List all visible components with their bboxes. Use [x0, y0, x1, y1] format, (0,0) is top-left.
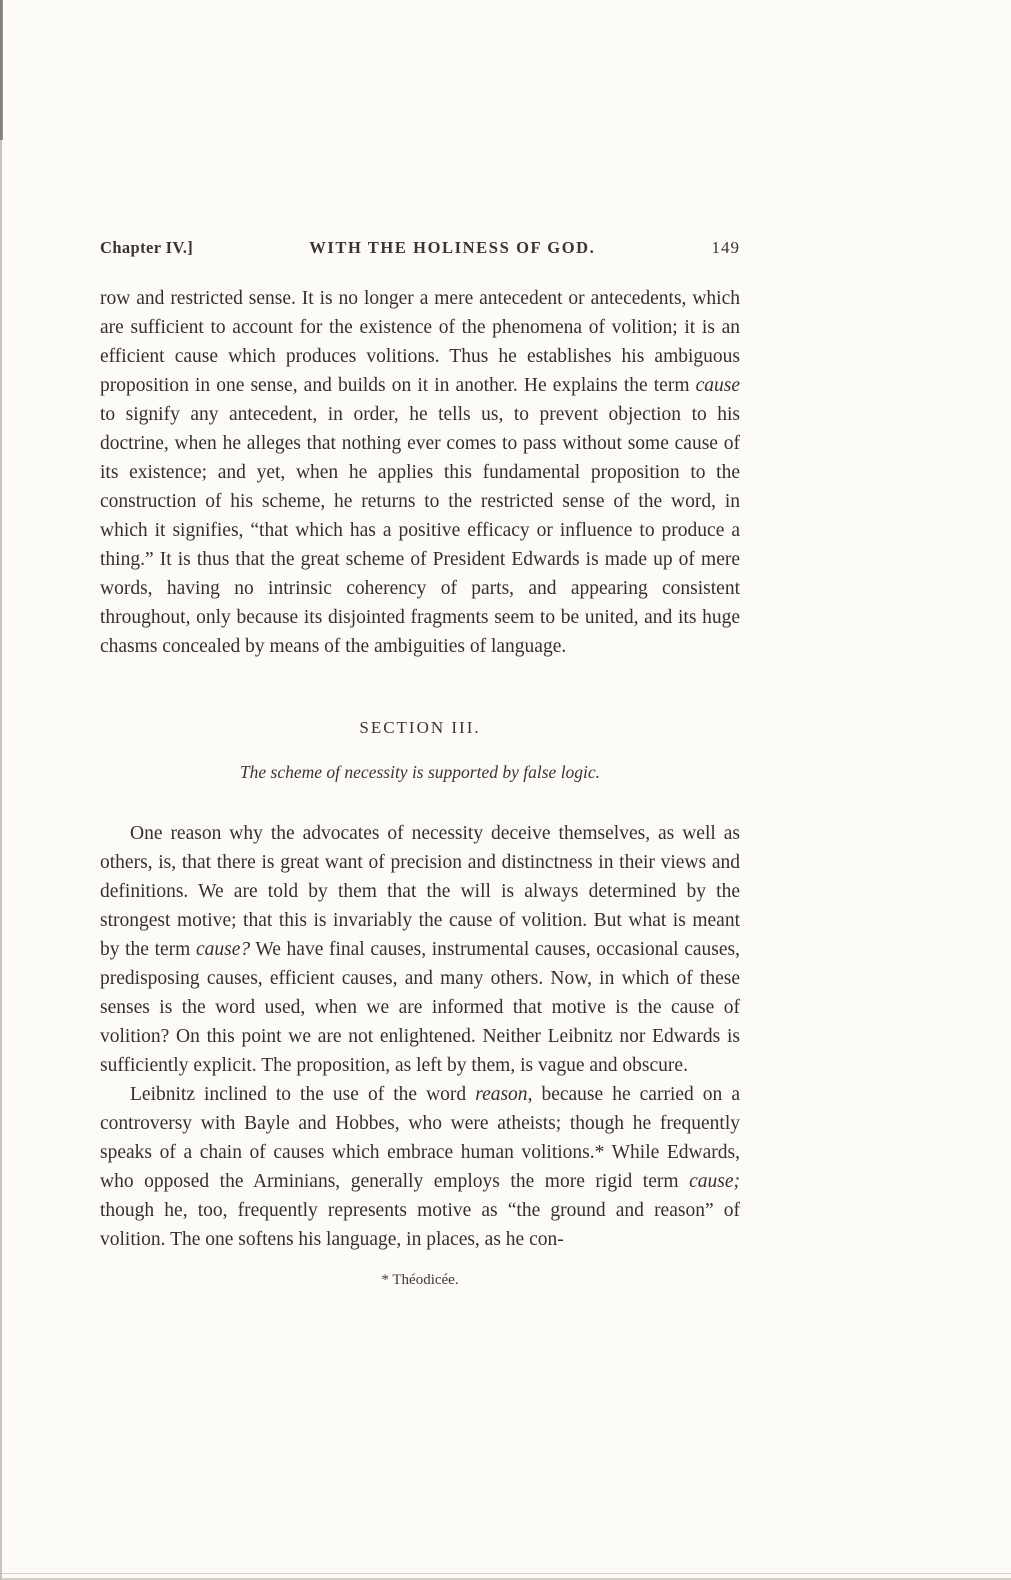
- paragraph: [100, 1080, 740, 1254]
- body-text: [100, 284, 740, 1295]
- page-number: 149: [711, 238, 740, 257]
- section-heading: SECTION III.: [359, 718, 481, 737]
- running-header: [100, 238, 740, 258]
- text-block: [100, 238, 740, 1295]
- italic-text-run: reason: [475, 1084, 528, 1105]
- italic-text-run: cause;: [689, 1171, 740, 1192]
- text-run: to signify any antecedent, in order, he tells us, to prevent objection to his doctrine, when he alleges that nothing ever comes to pass without some cause of its existence; and yet, when he applies this fundamental proposition to the construction of his scheme, he returns to the restricted sense of the word, in which it signifies, “that which has a positive efficacy or influence to produce a thing.” It is thus that the great scheme of President Edwards is made up of mere words, having no intrinsic coherency of parts, and appearing consistent throughout, only because its disjointed fragments seem to be united, and its huge chasms concealed by means of the ambiguities of language.: [100, 404, 740, 657]
- text-run: We have final causes, instrumental causes, occasional causes, predisposing causes, efficient causes, and many others. Now, in which of these senses is the word used, when we are informed that motive is the cause of volition? On this point we are not enlightened. Neither Leibnitz nor Edwards is sufficiently explicit. The proposition, as left by them, is vague and obscure.: [100, 939, 740, 1076]
- chapter-label: Chapter IV.]: [100, 238, 194, 257]
- italic-text-run: cause: [695, 375, 740, 396]
- text-run: row and restricted sense. It is no longer a mere antecedent or antecedents, which are sufficient to account for the existence of the phenomena of volition; it is an efficient cause which produces volitions. Thus he establishes his ambiguous proposition in one sense, and builds on it in another. He explains the term: [100, 288, 740, 396]
- page-title: WITH THE HOLINESS OF GOD.: [309, 238, 596, 257]
- footnote: * Théodicée.: [381, 1272, 459, 1288]
- section-subtitle: The scheme of necessity is supported by false logic.: [239, 762, 601, 782]
- paragraph: [100, 819, 740, 1080]
- text-run: though he, too, frequently represents motive as “the ground and reason” of volition. The one softens his language, in places, as he con-: [100, 1200, 740, 1250]
- italic-text-run: cause?: [195, 939, 251, 960]
- paragraph: [100, 284, 740, 661]
- text-run: One reason why the advocates of necessity deceive themselves, as well as others, is, that there is great want of precision and distinctness in their views and definitions. We are told by them that the will is always determined by the strongest motive; that this is invariably the cause of volition. But what is meant by the term: [100, 823, 740, 960]
- text-run: Leibnitz inclined to the use of the word: [130, 1084, 476, 1105]
- text-run: , because he carried on a controversy with Bayle and Hobbes, who were atheists; though he frequently speaks of a chain of causes which embrace human volitions.* While Edwards, who opposed the Arminians, generally employs the more rigid term: [100, 1084, 741, 1192]
